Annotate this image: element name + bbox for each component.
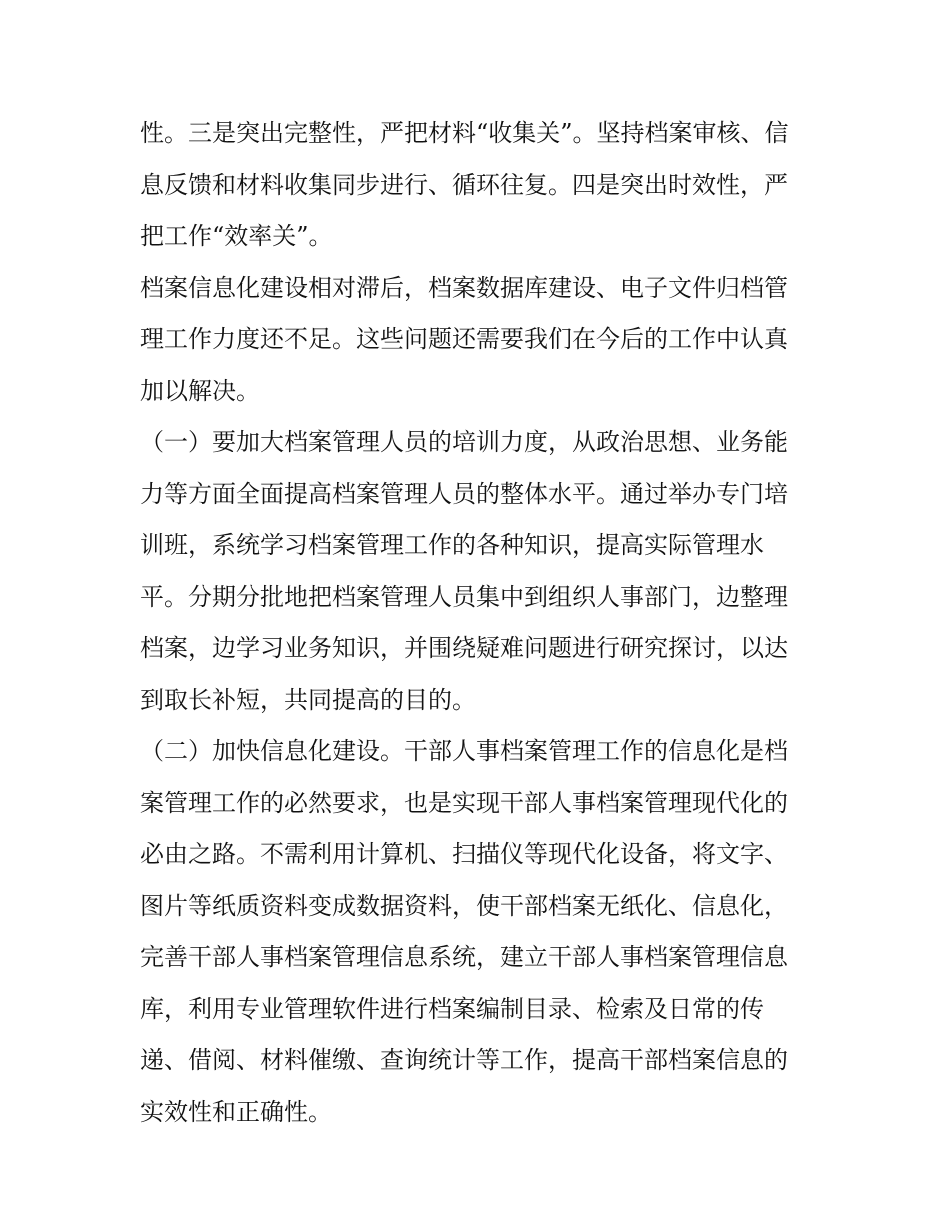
text-line: 力等方面全面提高档案管理人员的整体水平。通过举办专门培: [140, 479, 788, 508]
text-line: （二）加快信息化建设。干部人事档案管理工作的信息化是档: [140, 737, 788, 765]
paragraph-item-one-training: [140, 417, 820, 726]
text-line: 递、借阅、材料催缴、查询统计等工作，提高干部档案信息的: [140, 1046, 788, 1074]
text-line: 图片等纸质资料变成数据资料，使干部档案无纸化、信息化，: [140, 891, 788, 920]
text-line: 档案信息化建设相对滞后，档案数据库建设、电子文件归档管: [140, 273, 788, 302]
text-line: （一）要加大档案管理人员的培训力度，从政治思想、业务能: [140, 428, 788, 456]
text-line: 库，利用专业管理软件进行档案编制目录、检索及日常的传: [140, 994, 764, 1023]
text-line: 加以解决。: [140, 376, 260, 405]
document-body: [140, 108, 820, 1138]
text-line: 息反馈和材料收集同步进行、循环往复。四是突出时效性，严: [140, 170, 788, 199]
text-line: 必由之路。不需利用计算机、扫描仪等现代化设备，将文字、: [140, 840, 788, 868]
text-line: 平。分期分批地把档案管理人员集中到组织人事部门，边整理: [140, 582, 788, 611]
text-line: 理工作力度还不足。这些问题还需要我们在今后的工作中认真: [140, 325, 788, 353]
text-line: 完善干部人事档案管理信息系统，建立干部人事档案管理信息: [140, 943, 788, 971]
paragraph-informatization-problems: [140, 263, 820, 418]
text-line: 把工作“效率关”。: [140, 222, 333, 250]
text-line: 案管理工作的必然要求，也是实现干部人事档案管理现代化的: [140, 788, 788, 817]
text-line: 实效性和正确性。: [140, 1097, 332, 1126]
paragraph-item-two-informatization: [140, 726, 820, 1138]
text-line: 训班，系统学习档案管理工作的各种知识，提高实际管理水: [140, 531, 764, 559]
text-line: 档案，边学习业务知识，并围绕疑难问题进行研究探讨，以达: [140, 634, 788, 662]
paragraph-completeness-timeliness: [140, 108, 820, 263]
text-line: 性。三是突出完整性，严把材料“收集关”。坚持档案审核、信: [140, 119, 789, 147]
text-line: 到取长补短，共同提高的目的。: [140, 685, 476, 714]
